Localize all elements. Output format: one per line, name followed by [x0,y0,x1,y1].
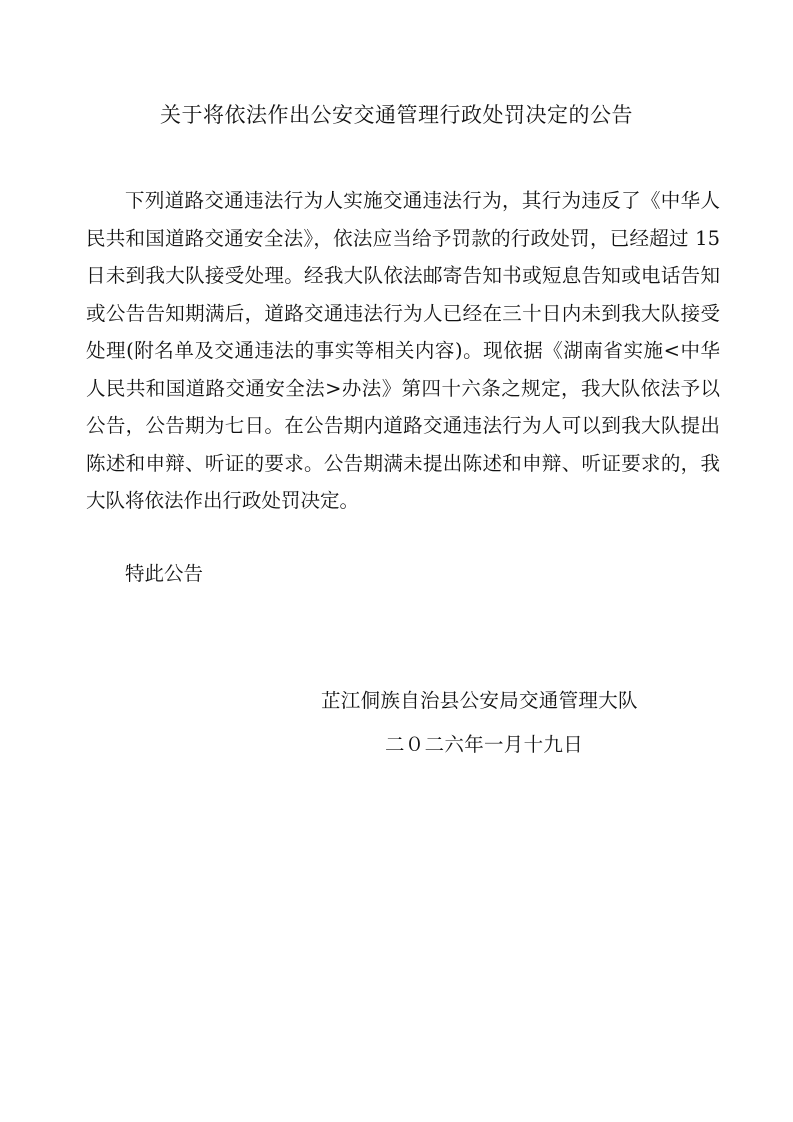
document-body: 下列道路交通违法行为人实施交通违法行为，其行为违反了《中华人民共和国道路交通安全法》，依法应当给予罚款的行政处罚，已经超过 15 日未到我大队接受处理。经我大队依法邮寄告知书或短息告知或电话告知或公告告知期满后，道路交通违法行为人已经在三十日内未到我大队接受处理(附名单及交通违法的事实等相关内容)。现依据《湖南省实施<中华人民共和国道路交通安全法>办法》第四十六条之规定，我大队依法予以公告，公告期为七日。在公告期内道路交通违法行为人可以到我大队提出陈述和申辩、听证的要求。公告期满未提出陈述和申辩、听证要求的，我大队将依法作出行政处罚决定。 [86,189,720,512]
issue-date: 二０二六年一月十九日 [385,733,584,756]
issuer-signature: 芷江侗族自治县公安局交通管理大队 [321,689,638,712]
document-closing: 特此公告 [125,562,204,585]
document-title: 关于将依法作出公安交通管理行政处罚决定的公告 [160,103,633,127]
